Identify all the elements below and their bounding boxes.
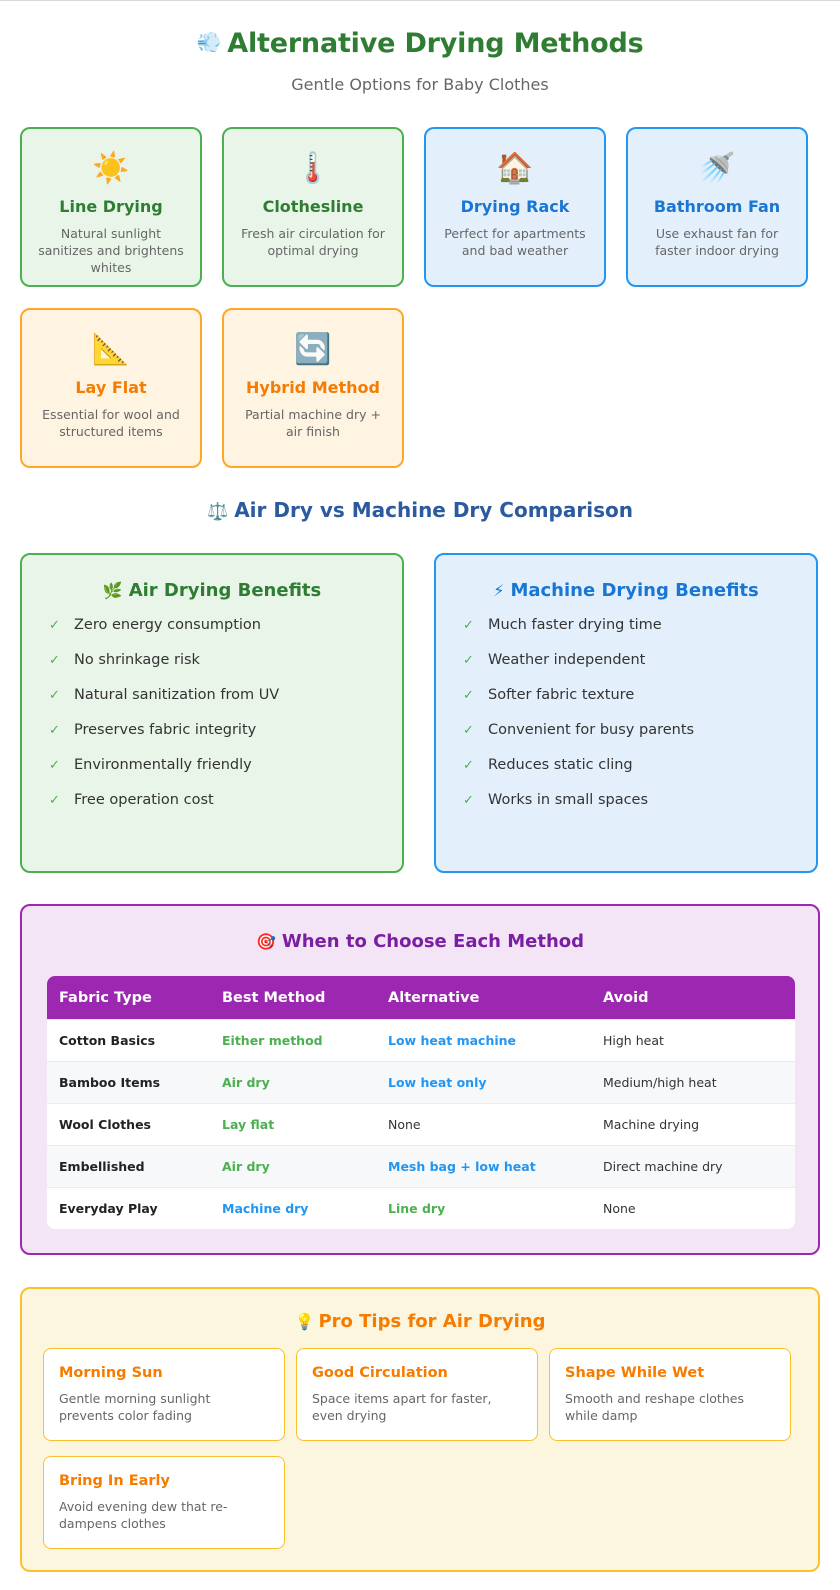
column-header: Best Method bbox=[210, 976, 376, 1020]
tip-card-bring-in-early bbox=[43, 1456, 285, 1549]
air-drying-title-text: Air Drying Benefits bbox=[128, 580, 322, 601]
benefit-text: Environmentally friendly bbox=[74, 757, 252, 773]
column-header: Fabric Type bbox=[47, 976, 210, 1020]
pro-tips-title bbox=[22, 1311, 818, 1332]
table-row bbox=[47, 1062, 795, 1104]
list-item bbox=[463, 652, 816, 687]
check-icon: ✓ bbox=[463, 653, 474, 668]
machine-drying-title-text: Machine Drying Benefits bbox=[510, 580, 759, 601]
check-icon: ✓ bbox=[463, 618, 474, 633]
tip-card-good-circulation bbox=[296, 1348, 538, 1441]
fabric-cell: Embellished bbox=[47, 1146, 210, 1188]
house-icon: 🏠 bbox=[496, 151, 534, 186]
list-item bbox=[49, 792, 402, 827]
table-row bbox=[47, 1104, 795, 1146]
method-title: Hybrid Method bbox=[246, 378, 380, 397]
check-icon: ✓ bbox=[463, 723, 474, 738]
check-icon: ✓ bbox=[463, 688, 474, 703]
alternative-cell: Mesh bag + low heat bbox=[376, 1146, 591, 1188]
check-icon: ✓ bbox=[49, 618, 60, 633]
method-selection-title bbox=[22, 931, 818, 952]
fabric-cell: Bamboo Items bbox=[47, 1062, 210, 1104]
method-card-lay-flat bbox=[20, 308, 202, 468]
check-icon: ✓ bbox=[463, 758, 474, 773]
avoid-cell: Medium/high heat bbox=[591, 1062, 795, 1104]
top-divider bbox=[0, 0, 840, 1]
triangle-ruler-icon: 📐 bbox=[92, 332, 130, 367]
method-card-bathroom-fan bbox=[626, 127, 808, 287]
method-selection-section bbox=[20, 904, 820, 1255]
method-description: Partial machine dry + air finish bbox=[245, 407, 381, 439]
benefit-text: No shrinkage risk bbox=[74, 652, 200, 668]
method-description: Fresh air circulation for optimal drying bbox=[241, 226, 385, 258]
benefit-text: Works in small spaces bbox=[488, 792, 649, 808]
page-title-text: Alternative Drying Methods bbox=[227, 28, 644, 59]
comparison-title-text: Air Dry vs Machine Dry Comparison bbox=[234, 498, 633, 522]
lightning-icon: ⚡ bbox=[493, 581, 505, 600]
benefit-text: Reduces static cling bbox=[488, 757, 633, 773]
list-item bbox=[463, 617, 816, 652]
method-title: Clothesline bbox=[262, 197, 364, 216]
method-description: Perfect for apartments and bad weather bbox=[444, 226, 586, 258]
best-method-cell: Lay flat bbox=[210, 1104, 376, 1146]
list-item bbox=[463, 722, 816, 757]
benefit-text: Much faster drying time bbox=[488, 617, 662, 633]
method-title: Drying Rack bbox=[460, 197, 570, 216]
fabric-cell: Cotton Basics bbox=[47, 1020, 210, 1062]
page-header bbox=[0, 28, 840, 94]
benefit-text: Softer fabric texture bbox=[488, 687, 635, 703]
method-card-clothesline bbox=[222, 127, 404, 287]
target-icon: 🎯 bbox=[255, 932, 276, 951]
air-benefits-list bbox=[22, 617, 402, 827]
method-description: Natural sunlight sanitizes and brightens whites bbox=[38, 226, 184, 275]
best-method-cell: Air dry bbox=[210, 1062, 376, 1104]
check-icon: ✓ bbox=[463, 793, 474, 808]
pro-tips-section bbox=[20, 1287, 820, 1572]
method-card-drying-rack bbox=[424, 127, 606, 287]
table-row bbox=[47, 1188, 795, 1230]
machine-drying-title bbox=[436, 580, 816, 601]
tip-description: Gentle morning sunlight prevents color fading bbox=[59, 1391, 211, 1423]
benefit-text: Weather independent bbox=[488, 652, 646, 668]
scales-icon: ⚖️ bbox=[207, 502, 229, 522]
sun-icon: ☀️ bbox=[92, 151, 130, 186]
list-item bbox=[463, 687, 816, 722]
tip-card-shape-while-wet bbox=[549, 1348, 791, 1441]
machine-benefits-list bbox=[436, 617, 816, 827]
method-description: Essential for wool and structured items bbox=[42, 407, 180, 439]
check-icon: ✓ bbox=[49, 793, 60, 808]
benefit-text: Free operation cost bbox=[74, 792, 214, 808]
check-icon: ✓ bbox=[49, 723, 60, 738]
list-item bbox=[49, 687, 402, 722]
list-item bbox=[463, 792, 816, 827]
pro-tips-title-text: Pro Tips for Air Drying bbox=[318, 1311, 546, 1332]
page-title bbox=[0, 28, 840, 59]
table-row bbox=[47, 1020, 795, 1062]
check-icon: ✓ bbox=[49, 653, 60, 668]
column-header: Avoid bbox=[591, 976, 795, 1020]
machine-drying-panel bbox=[434, 553, 818, 873]
avoid-cell: High heat bbox=[591, 1020, 795, 1062]
fabric-cell: Wool Clothes bbox=[47, 1104, 210, 1146]
list-item bbox=[49, 757, 402, 792]
list-item bbox=[49, 617, 402, 652]
method-title: Lay Flat bbox=[75, 378, 147, 397]
tip-description: Avoid evening dew that re-dampens clothes bbox=[59, 1499, 228, 1531]
tip-title: Shape While Wet bbox=[565, 1365, 705, 1381]
cycle-icon: 🔄 bbox=[294, 332, 332, 367]
method-card-line-drying bbox=[20, 127, 202, 287]
method-selection-title-text: When to Choose Each Method bbox=[281, 931, 585, 952]
method-card-hybrid bbox=[222, 308, 404, 468]
list-item bbox=[49, 652, 402, 687]
column-header: Alternative bbox=[376, 976, 591, 1020]
alternative-cell: Low heat only bbox=[376, 1062, 591, 1104]
tip-description: Space items apart for faster, even drying bbox=[312, 1391, 492, 1423]
check-icon: ✓ bbox=[49, 758, 60, 773]
benefit-text: Zero energy consumption bbox=[74, 617, 261, 633]
table-row bbox=[47, 1146, 795, 1188]
tip-title: Good Circulation bbox=[312, 1365, 448, 1381]
list-item bbox=[49, 722, 402, 757]
alternative-cell: Line dry bbox=[376, 1188, 591, 1230]
thermometer-icon: 🌡️ bbox=[294, 151, 332, 186]
air-drying-title bbox=[22, 580, 402, 601]
method-description: Use exhaust fan for faster indoor drying bbox=[655, 226, 779, 258]
best-method-cell: Machine dry bbox=[210, 1188, 376, 1230]
tip-title: Bring In Early bbox=[59, 1473, 170, 1489]
benefit-text: Convenient for busy parents bbox=[488, 722, 695, 738]
benefit-text: Natural sanitization from UV bbox=[74, 687, 280, 703]
benefit-text: Preserves fabric integrity bbox=[74, 722, 257, 738]
check-icon: ✓ bbox=[49, 688, 60, 703]
avoid-cell: Direct machine dry bbox=[591, 1146, 795, 1188]
herb-icon: 🌿 bbox=[102, 581, 123, 600]
tip-title: Morning Sun bbox=[59, 1365, 163, 1381]
dash-icon: 💨 bbox=[196, 30, 222, 54]
alternative-cell: None bbox=[376, 1104, 591, 1146]
avoid-cell: Machine drying bbox=[591, 1104, 795, 1146]
method-title: Bathroom Fan bbox=[653, 197, 781, 216]
page-subtitle: Gentle Options for Baby Clothes bbox=[291, 75, 549, 94]
tip-card-morning-sun bbox=[43, 1348, 285, 1441]
alternative-cell: Low heat machine bbox=[376, 1020, 591, 1062]
lightbulb-icon: 💡 bbox=[294, 1312, 315, 1331]
air-drying-panel bbox=[20, 553, 404, 873]
best-method-cell: Either method bbox=[210, 1020, 376, 1062]
avoid-cell: None bbox=[591, 1188, 795, 1230]
table-header-row bbox=[47, 976, 795, 1020]
tip-description: Smooth and reshape clothes while damp bbox=[565, 1391, 744, 1423]
method-table bbox=[47, 976, 795, 1229]
method-title: Line Drying bbox=[59, 197, 163, 216]
shower-icon: 🚿 bbox=[698, 151, 736, 186]
list-item bbox=[463, 757, 816, 792]
comparison-title bbox=[0, 498, 840, 522]
best-method-cell: Air dry bbox=[210, 1146, 376, 1188]
fabric-cell: Everyday Play bbox=[47, 1188, 210, 1230]
